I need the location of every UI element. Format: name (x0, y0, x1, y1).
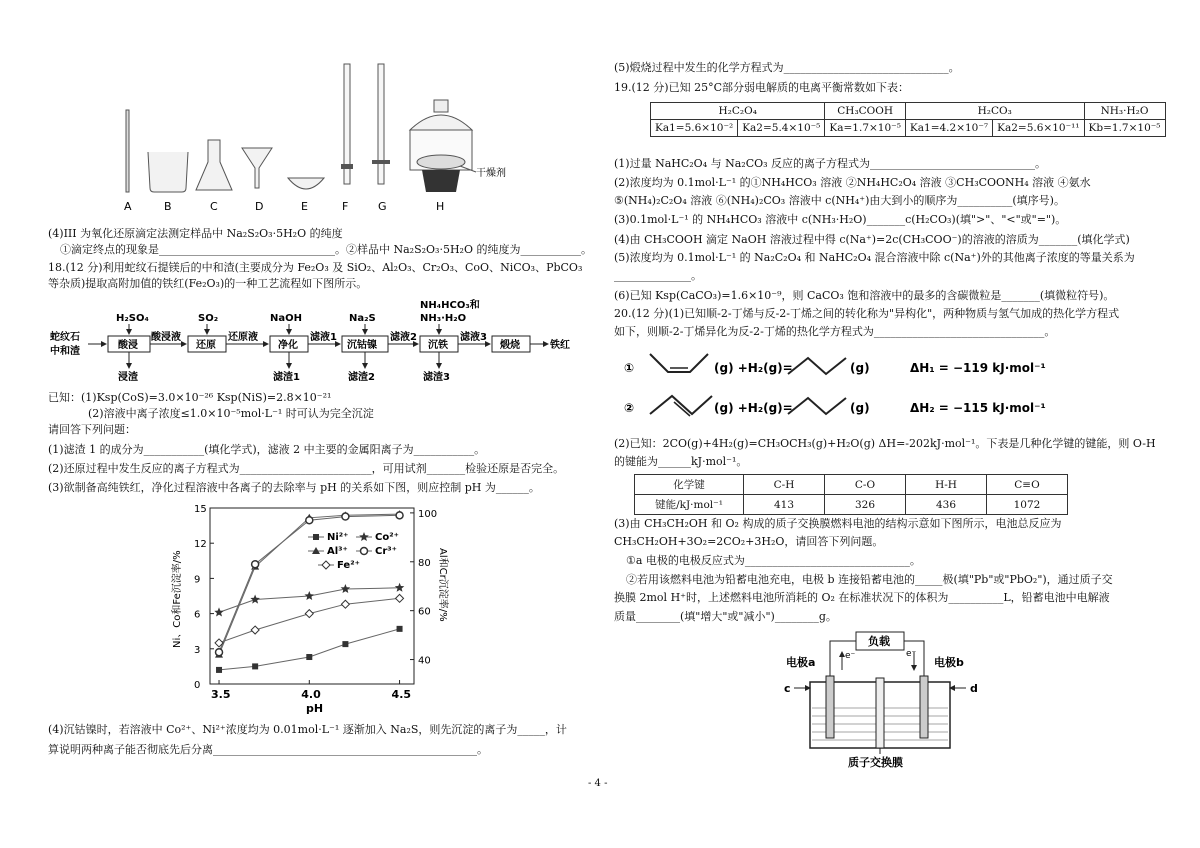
label-c: C (210, 200, 218, 213)
label-e: E (301, 200, 308, 213)
legend-label: Fe²⁺ (337, 560, 360, 571)
label-b: B (164, 200, 172, 213)
electron-right: e⁻ (906, 649, 917, 659)
label-f: F (342, 200, 349, 213)
eq2-dh: ΔH₂ = −115 kJ·mol⁻¹ (910, 401, 1046, 415)
th-bond: 化学键 (635, 475, 744, 495)
q18-5: (5)煅烧过程中发生的化学方程式为______________________________。 (614, 61, 960, 74)
label-a: A (124, 200, 132, 213)
q20-3c: ①a 电极的电极反应式为______________________________。 (626, 554, 921, 567)
td-ka1-h2c2o4: Ka1=5.6×10⁻² (651, 120, 738, 137)
known-2: (2)溶液中离子浓度≤1.0×10⁻⁵mol·L⁻¹ 时可认为完全沉淀 (88, 407, 374, 420)
td-ka-ch3cooh: Ka=1.7×10⁻⁵ (825, 120, 906, 137)
stream-5: 滤液3 (460, 332, 487, 343)
legend-marker (361, 548, 368, 555)
q20-3b: CH₃CH₂OH+3O₂=2CO₂+3H₂O，请回答下列问题。 (614, 535, 884, 548)
q17-4: (4)III 为氧化还原滴定法测定样品中 Na₂S₂O₃·5H₂O 的纯度 (48, 227, 343, 240)
data-point (341, 600, 349, 608)
series-line (219, 629, 400, 670)
step-3-label: 净化 (278, 340, 298, 351)
q18-title-2: 等杂质)提取高附加值的铁红(Fe₂O₃)的一种工艺流程如下图所示。 (48, 277, 368, 290)
removal-rate-chart (168, 498, 468, 716)
data-point (216, 649, 223, 656)
eq1-mid: (g) +H₂(g)= (714, 361, 793, 375)
reagent-5: NH₄HCO₃和 (420, 300, 480, 311)
q18-2: (2)还原过程中发生反应的离子方程式为________________________，可用试剂_______检验还原是否完全。 (48, 462, 565, 475)
reagent-1: H₂SO₄ (116, 313, 149, 324)
q20-3: (3)由 CH₃CH₂OH 和 O₂ 构成的质子交换膜燃料电池的结构示意如下图所示，电池总反应为 (614, 517, 1062, 530)
y-right-tick-label: 80 (418, 557, 431, 569)
data-point (305, 610, 313, 618)
td-c-triple-o-value: 1072 (987, 495, 1068, 515)
fuel-cell-diagram (770, 630, 990, 772)
eq2-g: (g) (850, 401, 870, 415)
td-ka1-h2co3: Ka1=4.2×10⁻⁷ (905, 120, 992, 137)
th-hh: H-H (906, 475, 987, 495)
funnel (242, 148, 272, 188)
conical-flask (196, 140, 232, 190)
td-co-value: 326 (825, 495, 906, 515)
data-point (250, 595, 260, 604)
dissociation-constant-table (650, 102, 1166, 137)
q18-4: (4)沉钴镍时，若溶液中 Co²⁺、Ni²⁺浓度均为 0.01mol·L⁻¹ 逐渐加入 Na₂S，则先沉淀的离子为_____，计 (48, 723, 567, 736)
q19-2b: ⑤(NH₄)₂C₂O₄ 溶液 ⑥(NH₄)₂CO₃ 溶液中 c(NH₄⁺)由大到小的顺序为__________(填序号)。 (614, 194, 1065, 207)
stream-1: 酸浸液 (151, 332, 181, 343)
burette-g (378, 64, 384, 184)
trans-butene-structure (650, 396, 712, 414)
electrode-a (826, 676, 834, 738)
td-ka2-h2c2o4: Ka2=5.4×10⁻⁵ (738, 120, 825, 137)
td-hh-value: 436 (906, 495, 987, 515)
legend-marker (313, 534, 319, 540)
x-axis-label: pH (306, 702, 324, 715)
eq2-mid: (g) +H₂(g)= (714, 401, 793, 415)
apparatus-labels (124, 200, 444, 213)
y-left-tick-label: 12 (194, 539, 207, 551)
residue-3: 滤渣3 (423, 372, 450, 383)
data-point (395, 583, 405, 592)
data-point (396, 594, 404, 602)
stream-2: 还原液 (228, 332, 258, 343)
proton-exchange-membrane (876, 678, 884, 748)
legend-marker (322, 561, 330, 569)
residue-0: 浸渣 (118, 372, 138, 383)
page-number: - 4 - (588, 778, 608, 789)
q18-1: (1)滤渣 1 的成分为___________(填化学式)，滤液 2 中主要的金属阳离子为___________。 (48, 443, 486, 456)
q19-1: (1)过量 NaHC₂O₄ 与 Na₂CO₃ 反应的离子方程式为______________________________。 (614, 157, 1047, 170)
q19-5b: ______________。 (614, 269, 702, 282)
data-point (341, 584, 351, 593)
q20-title: 20.(12 分)(1)已知顺-2-丁烯与反-2-丁烯之间的转化称为"异构化"，两种物质与氢气加成的热化学方程式 (614, 307, 1120, 320)
axis-ticks (194, 504, 437, 701)
data-point (305, 591, 315, 600)
evaporating-dish (288, 178, 324, 189)
beaker (148, 152, 188, 192)
th-ch: C-H (744, 475, 825, 495)
desiccant-label: 干燥剂 (476, 168, 506, 179)
flow-start-2: 中和渣 (50, 346, 80, 357)
data-point (216, 667, 222, 673)
q17-4a: ①滴定终点的现象是________________________________。②样品中 Na₂S₂O₃·5H₂O 的纯度为___________。 (60, 243, 592, 256)
eq2-number: ② (624, 401, 635, 415)
cis-butene-structure (650, 354, 708, 372)
data-point (342, 513, 349, 520)
electron-left: e⁻ (845, 651, 856, 661)
inlet-d-label: d (970, 682, 978, 695)
y-right-tick-label: 40 (418, 655, 431, 667)
desiccator (410, 100, 472, 192)
data-point (396, 512, 403, 519)
th-ch3cooh: CH₃COOH (825, 103, 906, 120)
q18-3: (3)欲制备高纯铁红，净化过程溶液中各离子的去除率与 pH 的关系如下图，则应控制 pH 为______。 (48, 481, 540, 494)
butane-structure-2 (788, 398, 846, 414)
flow-start: 蛇纹石 (50, 332, 80, 343)
q19-6: (6)已知 Ksp(CaCO₃)=1.6×10⁻⁹，则 CaCO₃ 饱和溶液中的最多的含碳微粒是_______(填微粒符号)。 (614, 289, 1115, 302)
q18-4b: 算说明两种离子能否彻底先后分离________________________________________________。 (48, 743, 488, 756)
data-point (251, 626, 259, 634)
series-line (219, 515, 400, 652)
td-energy-label: 键能/kJ·mol⁻¹ (635, 495, 744, 515)
q20-2: (2)已知：2CO(g)+4H₂(g)=CH₃OCH₃(g)+H₂O(g) ΔH=-202kJ·mol⁻¹。下表是几种化学键的键能，则 O-H (614, 437, 1156, 450)
q19-title: 19.(12 分)已知 25°C部分弱电解质的电离平衡常数如下表： (614, 81, 909, 94)
electrode-b-label: 电极b (934, 656, 964, 669)
y-left-tick-label: 6 (194, 609, 201, 621)
x-tick-label: 4.0 (301, 688, 321, 701)
step-4-label: 沉钴镍 (347, 340, 377, 351)
y-right-tick-label: 100 (418, 508, 438, 520)
reagent-4: Na₂S (349, 313, 376, 324)
data-point (306, 654, 312, 660)
step-5-label: 沉铁 (428, 340, 448, 351)
residue-1: 滤渣1 (273, 372, 300, 383)
bond-energy-table (634, 474, 1068, 515)
eq1-dh: ΔH₁ = −119 kJ·mol⁻¹ (910, 361, 1046, 375)
legend-label: Co²⁺ (375, 532, 399, 543)
glass-rod (126, 110, 129, 192)
data-point (252, 663, 258, 669)
th-nh3h2o: NH₃·H₂O (1084, 103, 1165, 120)
ask-text: 请回答下列问题： (48, 423, 136, 436)
reagent-2: SO₂ (198, 313, 219, 324)
legend-label: Ni²⁺ (327, 532, 349, 543)
flow-product: 铁红 (550, 340, 570, 351)
th-h2c2o4: H₂C₂O₄ (651, 103, 825, 120)
q19-2: (2)浓度均为 0.1mol·L⁻¹ 的①NH₄HCO₃ 溶液 ②NH₄HC₂O₄ 溶液 ③CH₃COONH₄ 溶液 ④氨水 (614, 176, 1091, 189)
y-left-tick-label: 3 (194, 644, 201, 656)
reagent-6: NH₃·H₂O (420, 313, 467, 324)
q20-3e: 换膜 2mol H⁺时，上述燃料电池所消耗的 O₂ 在标准状况下的体积为__________L，铅蓄电池中电解液 (614, 591, 1110, 604)
reagent-3: NaOH (270, 313, 302, 324)
y-axis-label-right: Al和Cr沉淀率/% (437, 548, 448, 622)
data-point (252, 561, 259, 568)
inlet-c-label: c (784, 682, 791, 695)
step-6-label: 煅烧 (500, 340, 520, 351)
apparatus-figure (110, 60, 506, 225)
butene-equations (620, 346, 1046, 428)
legend-marker (359, 532, 369, 541)
label-d: D (255, 200, 264, 213)
q19-5: (5)浓度均为 0.1mol·L⁻¹ 的 Na₂C₂O₄ 和 NaHC₂O₄ 混合溶液中除 c(Na⁺)外的其他离子浓度的等量关系为 (614, 251, 1135, 264)
th-h2co3: H₂CO₃ (905, 103, 1084, 120)
x-tick-label: 3.5 (211, 688, 231, 701)
data-point (306, 517, 313, 524)
q20-3f: 质量________(填"增大"或"减小")________g。 (614, 610, 837, 623)
th-c-triple-o: C≡O (987, 475, 1068, 495)
butane-structure-1 (788, 358, 846, 374)
residue-2: 滤渣2 (348, 372, 375, 383)
q20-title-2: 如下，则顺-2-丁烯异化为反-2-丁烯的热化学方程式为_______________________________。 (614, 325, 1056, 338)
y-right-tick-label: 60 (418, 606, 431, 618)
q20-2b: 的键能为______kJ·mol⁻¹。 (614, 455, 748, 468)
stream-3: 滤液1 (310, 332, 337, 343)
data-point (342, 641, 348, 647)
eq1-g: (g) (850, 361, 870, 375)
load-label: 负载 (868, 635, 890, 648)
y-axis-label-left: Ni、Co和Fe沉淀率/% (172, 550, 183, 648)
td-ka2-h2co3: Ka2=5.6×10⁻¹¹ (993, 120, 1084, 137)
label-g: G (378, 200, 387, 213)
label-h: H (436, 200, 445, 213)
td-ch-value: 413 (744, 495, 825, 515)
x-tick-label: 4.5 (391, 688, 412, 701)
td-kb-nh3: Kb=1.7×10⁻⁵ (1084, 120, 1165, 137)
legend-label: Cr³⁺ (375, 546, 397, 557)
step-2-label: 还原 (196, 340, 216, 351)
chart-legend (308, 532, 399, 571)
y-left-tick-label: 15 (194, 504, 207, 515)
y-left-tick-label: 9 (194, 574, 201, 586)
electrode-a-label: 电极a (786, 656, 816, 669)
stream-4: 滤液2 (390, 332, 417, 343)
th-co: C-O (825, 475, 906, 495)
y-left-tick-label: 0 (194, 680, 201, 691)
data-point (214, 607, 224, 616)
q20-3d: ②若用该燃料电池为铅蓄电池充电，电极 b 连接铅蓄电池的_____极(填"Pb"或"PbO₂")，通过质子交 (626, 573, 1113, 586)
q19-3: (3)0.1mol·L⁻¹ 的 NH₄HCO₃ 溶液中 c(NH₃·H₂O)_______c(H₂CO₃)(填">"、"<"或"=")。 (614, 213, 1067, 226)
q19-4: (4)由 CH₃COOH 滴定 NaOH 溶液过程中得 c(Na⁺)=2c(CH₃COO⁻)的溶液的溶质为_______(填化学式) (614, 233, 1130, 246)
legend-label: Al³⁺ (327, 546, 348, 557)
q18-title: 18.(12 分)利用蛇纹石提镁后的中和渣(主要成分为 Fe₂O₃ 及 SiO₂、Al₂O₃、Cr₂O₃、CoO、NiCO₃、PbCO₃ (48, 261, 583, 274)
known-1: 已知：(1)Ksp(CoS)=3.0×10⁻²⁶ Ksp(NiS)=2.8×10⁻²¹ (48, 391, 332, 404)
data-point (397, 626, 403, 632)
membrane-label: 质子交换膜 (848, 756, 903, 769)
process-flow-diagram (48, 296, 588, 388)
eq1-number: ① (624, 361, 635, 375)
step-1-label: 酸浸 (118, 340, 138, 351)
electrode-b (920, 676, 928, 738)
